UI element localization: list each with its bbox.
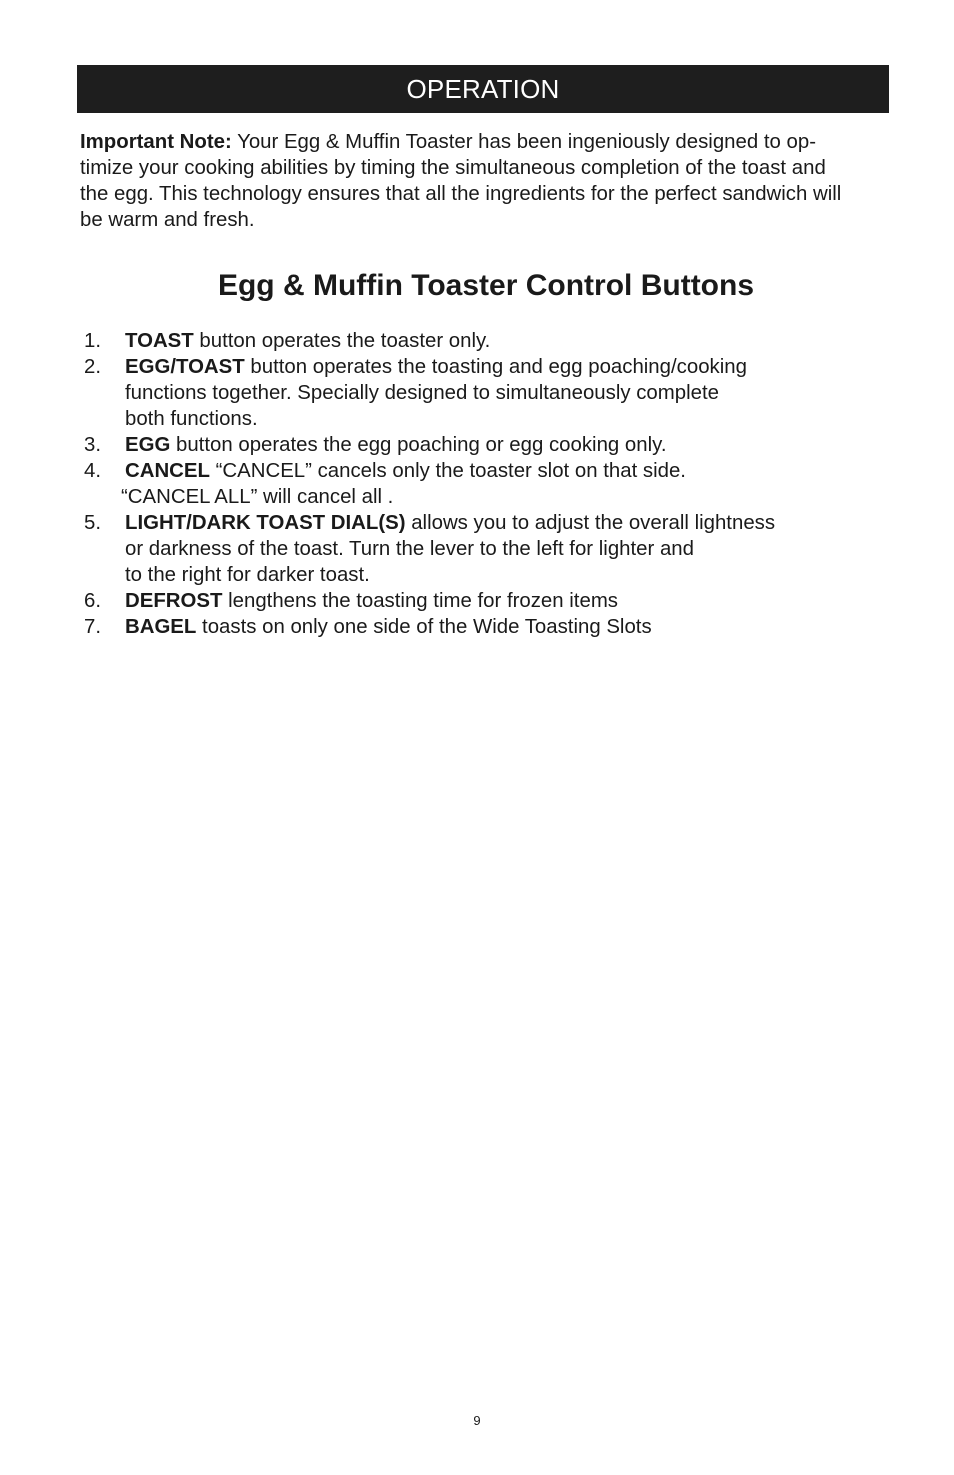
list-item	[84, 354, 884, 432]
list-item-term: EGG	[125, 434, 171, 456]
list-item-number: 4.	[84, 460, 102, 482]
list-item-term: TOAST	[125, 330, 194, 352]
list-item-term: DEFROST	[125, 590, 223, 612]
important-note-text-line: the egg. This technology ensures that all the ingredients for the perfect sandwich will	[80, 183, 842, 205]
list-item-term: BAGEL	[125, 616, 197, 638]
page-number: 9	[473, 1413, 481, 1428]
list-item-term: EGG/TOAST	[125, 356, 245, 378]
list-item-number: 7.	[84, 616, 102, 638]
control-buttons-list	[84, 328, 884, 640]
list-item-number: 1.	[84, 330, 102, 352]
list-item-line	[125, 510, 884, 536]
list-item-line	[125, 432, 884, 458]
list-item-number: 6.	[84, 590, 102, 612]
list-item-text: button operates the toasting and egg poaching/cooking	[244, 356, 747, 378]
list-item-text: button operates the egg poaching or egg cooking only.	[170, 434, 667, 456]
list-item-term: LIGHT/DARK TOAST DIAL(S)	[125, 512, 406, 534]
important-note-text-line: Your Egg & Muffin Toaster has been ingeniously designed to op-	[231, 131, 816, 153]
page-heading: Egg & Muffin Toaster Control Buttons	[217, 269, 755, 302]
important-note-text-line: be warm and fresh.	[80, 209, 255, 231]
important-note-label: Important Note:	[80, 131, 232, 153]
list-item	[84, 510, 884, 588]
list-item-text: “CANCEL ALL” will cancel all .	[121, 486, 394, 508]
list-item-line	[125, 588, 884, 614]
list-item-text: functions together. Specially designed to simultaneously complete	[125, 382, 719, 404]
list-item-number: 3.	[84, 434, 102, 456]
list-item-line	[125, 458, 884, 484]
important-note-text-line: timize your cooking abilities by timing the simultaneous completion of the toast and	[80, 157, 826, 179]
list-item-text: lengthens the toasting time for frozen items	[222, 590, 618, 612]
list-item	[84, 588, 884, 614]
list-item-line	[125, 354, 884, 380]
list-item	[84, 328, 884, 354]
list-item-number: 5.	[84, 512, 102, 534]
list-item-line	[125, 614, 884, 640]
list-item-term: CANCEL	[125, 460, 210, 482]
list-item-text: toasts on only one side of the Wide Toasting Slots	[196, 616, 652, 638]
section-title: OPERATION	[406, 73, 560, 104]
list-item-text: “CANCEL” cancels only the toaster slot on that side.	[209, 460, 686, 482]
list-item-text: allows you to adjust the overall lightness	[405, 512, 776, 534]
list-item-line	[125, 328, 884, 354]
list-item-text: button operates the toaster only.	[193, 330, 491, 352]
list-item-text: or darkness of the toast. Turn the lever to the left for lighter and	[125, 538, 694, 560]
important-note	[80, 129, 892, 233]
list-item-number: 2.	[84, 356, 102, 378]
list-item	[84, 458, 884, 510]
list-item-text: both functions.	[125, 408, 258, 430]
list-item-text: to the right for darker toast.	[125, 564, 370, 586]
list-item	[84, 432, 884, 458]
section-header-operation	[77, 65, 889, 113]
list-item	[84, 614, 884, 640]
